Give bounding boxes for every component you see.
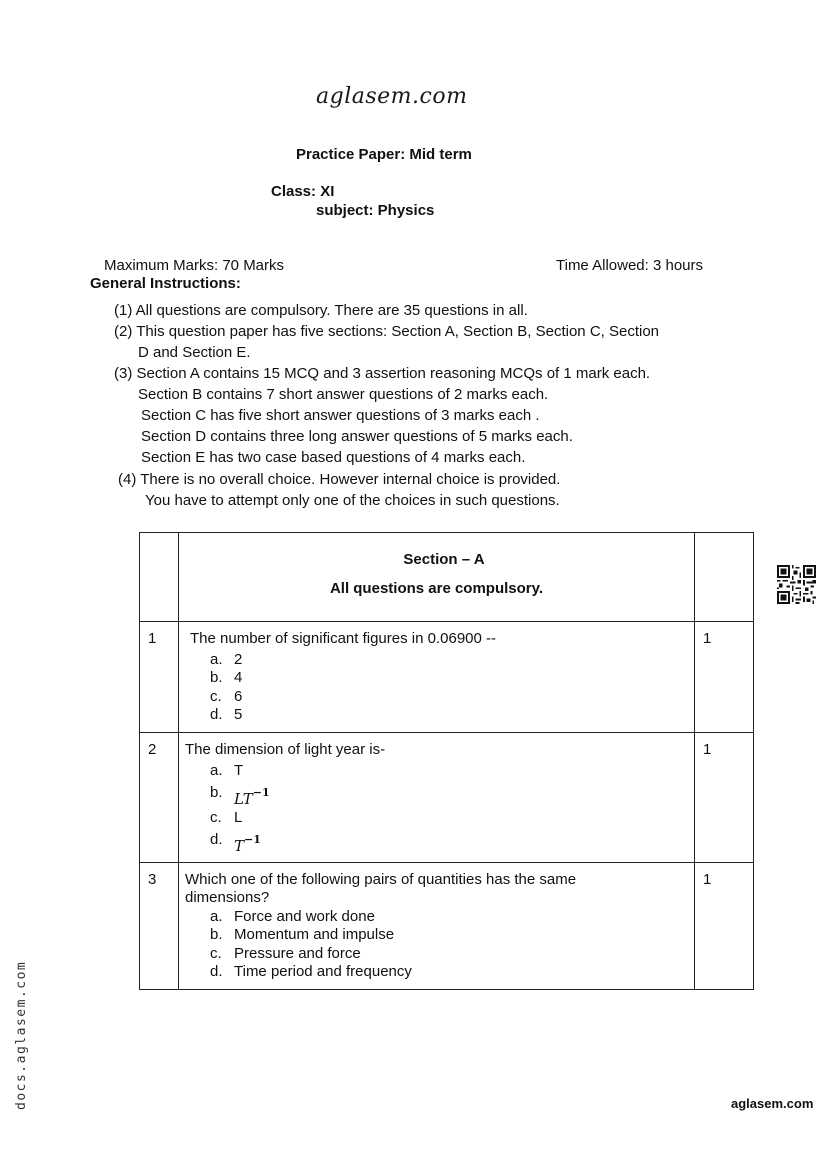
site-logo: aglasem.com: [316, 84, 468, 109]
option: [210, 669, 688, 688]
option-label: b.: [210, 669, 223, 686]
option: [210, 926, 688, 945]
math-expression: [234, 831, 261, 856]
question-marks: 1: [695, 862, 754, 989]
instruction-line: D and Section E.: [138, 344, 251, 361]
question-number: 3: [140, 862, 179, 989]
option: [210, 945, 688, 964]
instruction-line: Section E has two case based questions of 4 marks each.: [141, 449, 526, 466]
question-cell: [179, 733, 695, 863]
math-base: LT: [234, 790, 253, 808]
option-text: 4: [234, 669, 243, 686]
time-allowed: Time Allowed: 3 hours: [556, 257, 704, 274]
question-marks: 1: [695, 622, 754, 733]
question-text: Which one of the following pairs of quantities has the same dimensions?: [185, 870, 577, 906]
section-header: [179, 533, 695, 622]
question-row: [140, 622, 754, 733]
question-number: 2: [140, 733, 179, 863]
instruction-line: Section D contains three long answer questions of 5 marks each.: [141, 428, 573, 445]
section-subtitle: All questions are compulsory.: [329, 580, 544, 597]
option-text: 2: [234, 650, 243, 668]
paper-title: Practice Paper: Mid term: [296, 146, 472, 163]
maximum-marks: Maximum Marks: 70 Marks: [104, 257, 285, 274]
instruction-line: (4) There is no overall choice. However internal choice is provided.: [118, 471, 561, 488]
math-base: T: [234, 837, 245, 855]
option-label: a.: [210, 761, 223, 779]
option: [210, 762, 688, 781]
option: [210, 651, 688, 670]
instruction-line: (2) This question paper has five sections: Section A, Section B, Section C, Section: [114, 323, 660, 340]
section-title: Section – A: [403, 551, 485, 568]
question-cell: [179, 862, 695, 989]
section-header-row: [140, 533, 754, 622]
option-label: a.: [210, 650, 223, 668]
question-text: The dimension of light year is-: [185, 741, 386, 758]
option-label: b.: [210, 926, 223, 943]
qr-code-icon[interactable]: [777, 565, 816, 604]
option-text: Pressure and force: [234, 944, 361, 962]
question-marks: 1: [695, 733, 754, 863]
question-row: [140, 733, 754, 863]
options-list: [210, 651, 688, 725]
option-label: d.: [210, 963, 223, 980]
math-exponent: −1: [252, 786, 270, 799]
option: [210, 809, 688, 828]
option: [210, 831, 688, 856]
option-label: b.: [210, 784, 223, 801]
question-text: The number of significant figures in 0.06900 --: [190, 630, 496, 647]
option-text: Time period and frequency: [234, 963, 412, 980]
question-cell: [179, 622, 695, 733]
option-label: c.: [210, 687, 222, 705]
option-label: d.: [210, 706, 223, 723]
option: [210, 784, 688, 809]
options-list: [210, 762, 688, 856]
question-row: [140, 862, 754, 989]
option: [210, 706, 688, 725]
option-label: d.: [210, 831, 223, 848]
option: [210, 688, 688, 707]
option-text: Force and work done: [234, 907, 375, 925]
instruction-line: Section C has five short answer questions of 3 marks each .: [141, 407, 540, 424]
math-expression: [234, 784, 270, 809]
footer-brand[interactable]: aglasem.com: [731, 1096, 814, 1111]
option-label: a.: [210, 907, 223, 925]
option-text: Momentum and impulse: [234, 926, 395, 943]
option-label: c.: [210, 808, 222, 826]
options-list: [210, 908, 688, 982]
side-watermark: docs.aglasem.com: [14, 960, 29, 1110]
math-exponent: −1: [244, 833, 261, 846]
instruction-line: You have to attempt only one of the choices in such questions.: [145, 492, 560, 509]
option-label: c.: [210, 944, 222, 962]
class-label: Class: XI: [271, 183, 335, 200]
instruction-line: (3) Section A contains 15 MCQ and 3 assertion reasoning MCQs of 1 mark each.: [114, 365, 651, 382]
general-instructions-heading: General Instructions:: [90, 275, 241, 292]
option-text: T: [234, 761, 244, 779]
option-text: L: [234, 808, 243, 826]
instruction-line: (1) All questions are compulsory. There are 35 questions in all.: [114, 302, 528, 319]
option-text: 5: [234, 706, 243, 723]
option: [210, 908, 688, 927]
subject-label: subject: Physics: [316, 202, 435, 219]
question-table: [139, 532, 754, 990]
option: [210, 963, 688, 982]
question-number: 1: [140, 622, 179, 733]
option-text: 6: [234, 687, 243, 705]
instruction-line: Section B contains 7 short answer questions of 2 marks each.: [138, 386, 549, 403]
